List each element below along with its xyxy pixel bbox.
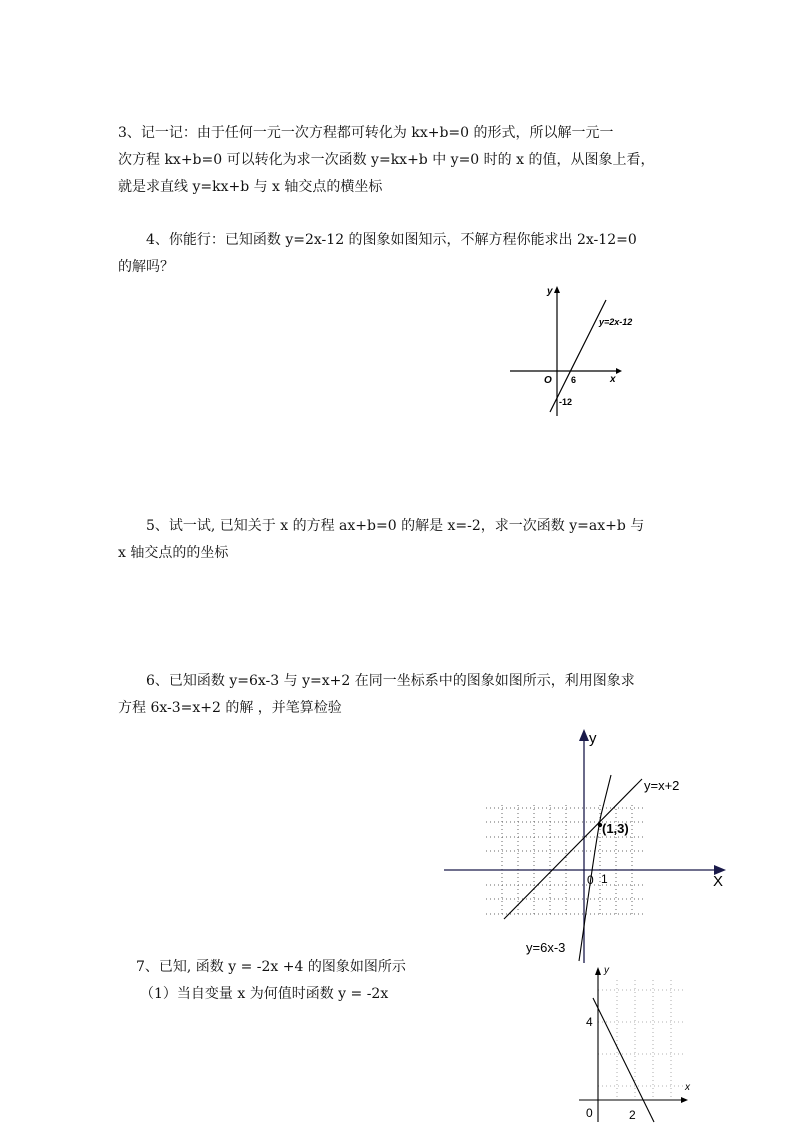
problem-5-line-1: 5、试一试, 已知关于 x 的方程 ax+b=0 的解是 x=-2，求一次函数 y=ax+b 与 [146,518,645,534]
y-axis-arrow [595,967,601,975]
problem-6-line-1: 6、已知函数 y=6x-3 与 y=x+2 在同一坐标系中的图象如图所示，利用图象求 [146,673,635,689]
grid [598,980,685,1100]
graph-problem-7 [575,960,700,1120]
line2-label: y=6x-3 [526,940,566,955]
problem-3-line-2: 次方程 kx+b=0 可以转化为求一次函数 y=kx+b 中 y=0 时的 x 的值，从图象上看， [118,152,655,168]
line-y-x-plus-2 [504,779,642,919]
line1-label: y=x+2 [644,778,680,793]
origin-label: 0 [586,1106,593,1120]
x-intercept-label: 2 [629,1108,636,1122]
x-axis-label: x [610,374,616,385]
problem-6 [118,668,678,722]
x-intercept-label: 6 [571,375,577,385]
origin-label: 0 [587,873,594,887]
one-label: 1 [601,872,608,886]
problem-6-line-2: 方程 6x-3=x+2 的解 ，并笔算检验 [118,700,342,716]
problem-3-line-1: 3、记一记：由于任何一元一次方程都可转化为 kx+b=0 的形式，所以解一元一 [118,125,614,141]
point-label: (1,3) [602,821,629,836]
problem-5-line-2: x 轴交点的的坐标 [118,545,229,561]
function-line [593,998,654,1122]
y-axis-label: y [604,965,609,976]
x-axis-arrow [616,368,622,374]
problem-7-line-1: 7、已知, 函数 y = -2x +4 的图象如图所示 [136,959,406,975]
graph-problem-6 [440,725,740,965]
problem-3 [118,120,678,201]
y-intercept-label: -12 [559,397,573,407]
problem-4-line-1: 4、你能行：已知函数 y=2x-12 的图象如图知示，不解方程你能求出 2x-12=0 [146,232,637,248]
problem-7-line-2: （1）当自变量 x 为何值时函数 y = -2x [140,986,389,1002]
graph-problem-4 [500,282,633,422]
x-axis-label: x [685,1082,690,1093]
y-axis-arrow [554,286,560,293]
x-axis-arrow [681,1097,688,1103]
problem-4-line-2: 的解吗？ [118,259,174,275]
y-axis-label: y [589,730,597,747]
function-line [550,300,606,412]
y-axis-label: y [547,286,553,297]
origin-label: O [544,375,552,386]
problem-5 [118,513,678,567]
problem-4 [118,227,678,281]
y-axis-arrow [579,729,589,741]
line-label: y=2x-12 [599,317,633,327]
problem-3-line-3: 就是求直线 y=kx+b 与 x 轴交点的横坐标 [118,179,383,195]
y-intercept-label: 4 [586,1015,593,1029]
x-axis-label: X [713,873,724,890]
